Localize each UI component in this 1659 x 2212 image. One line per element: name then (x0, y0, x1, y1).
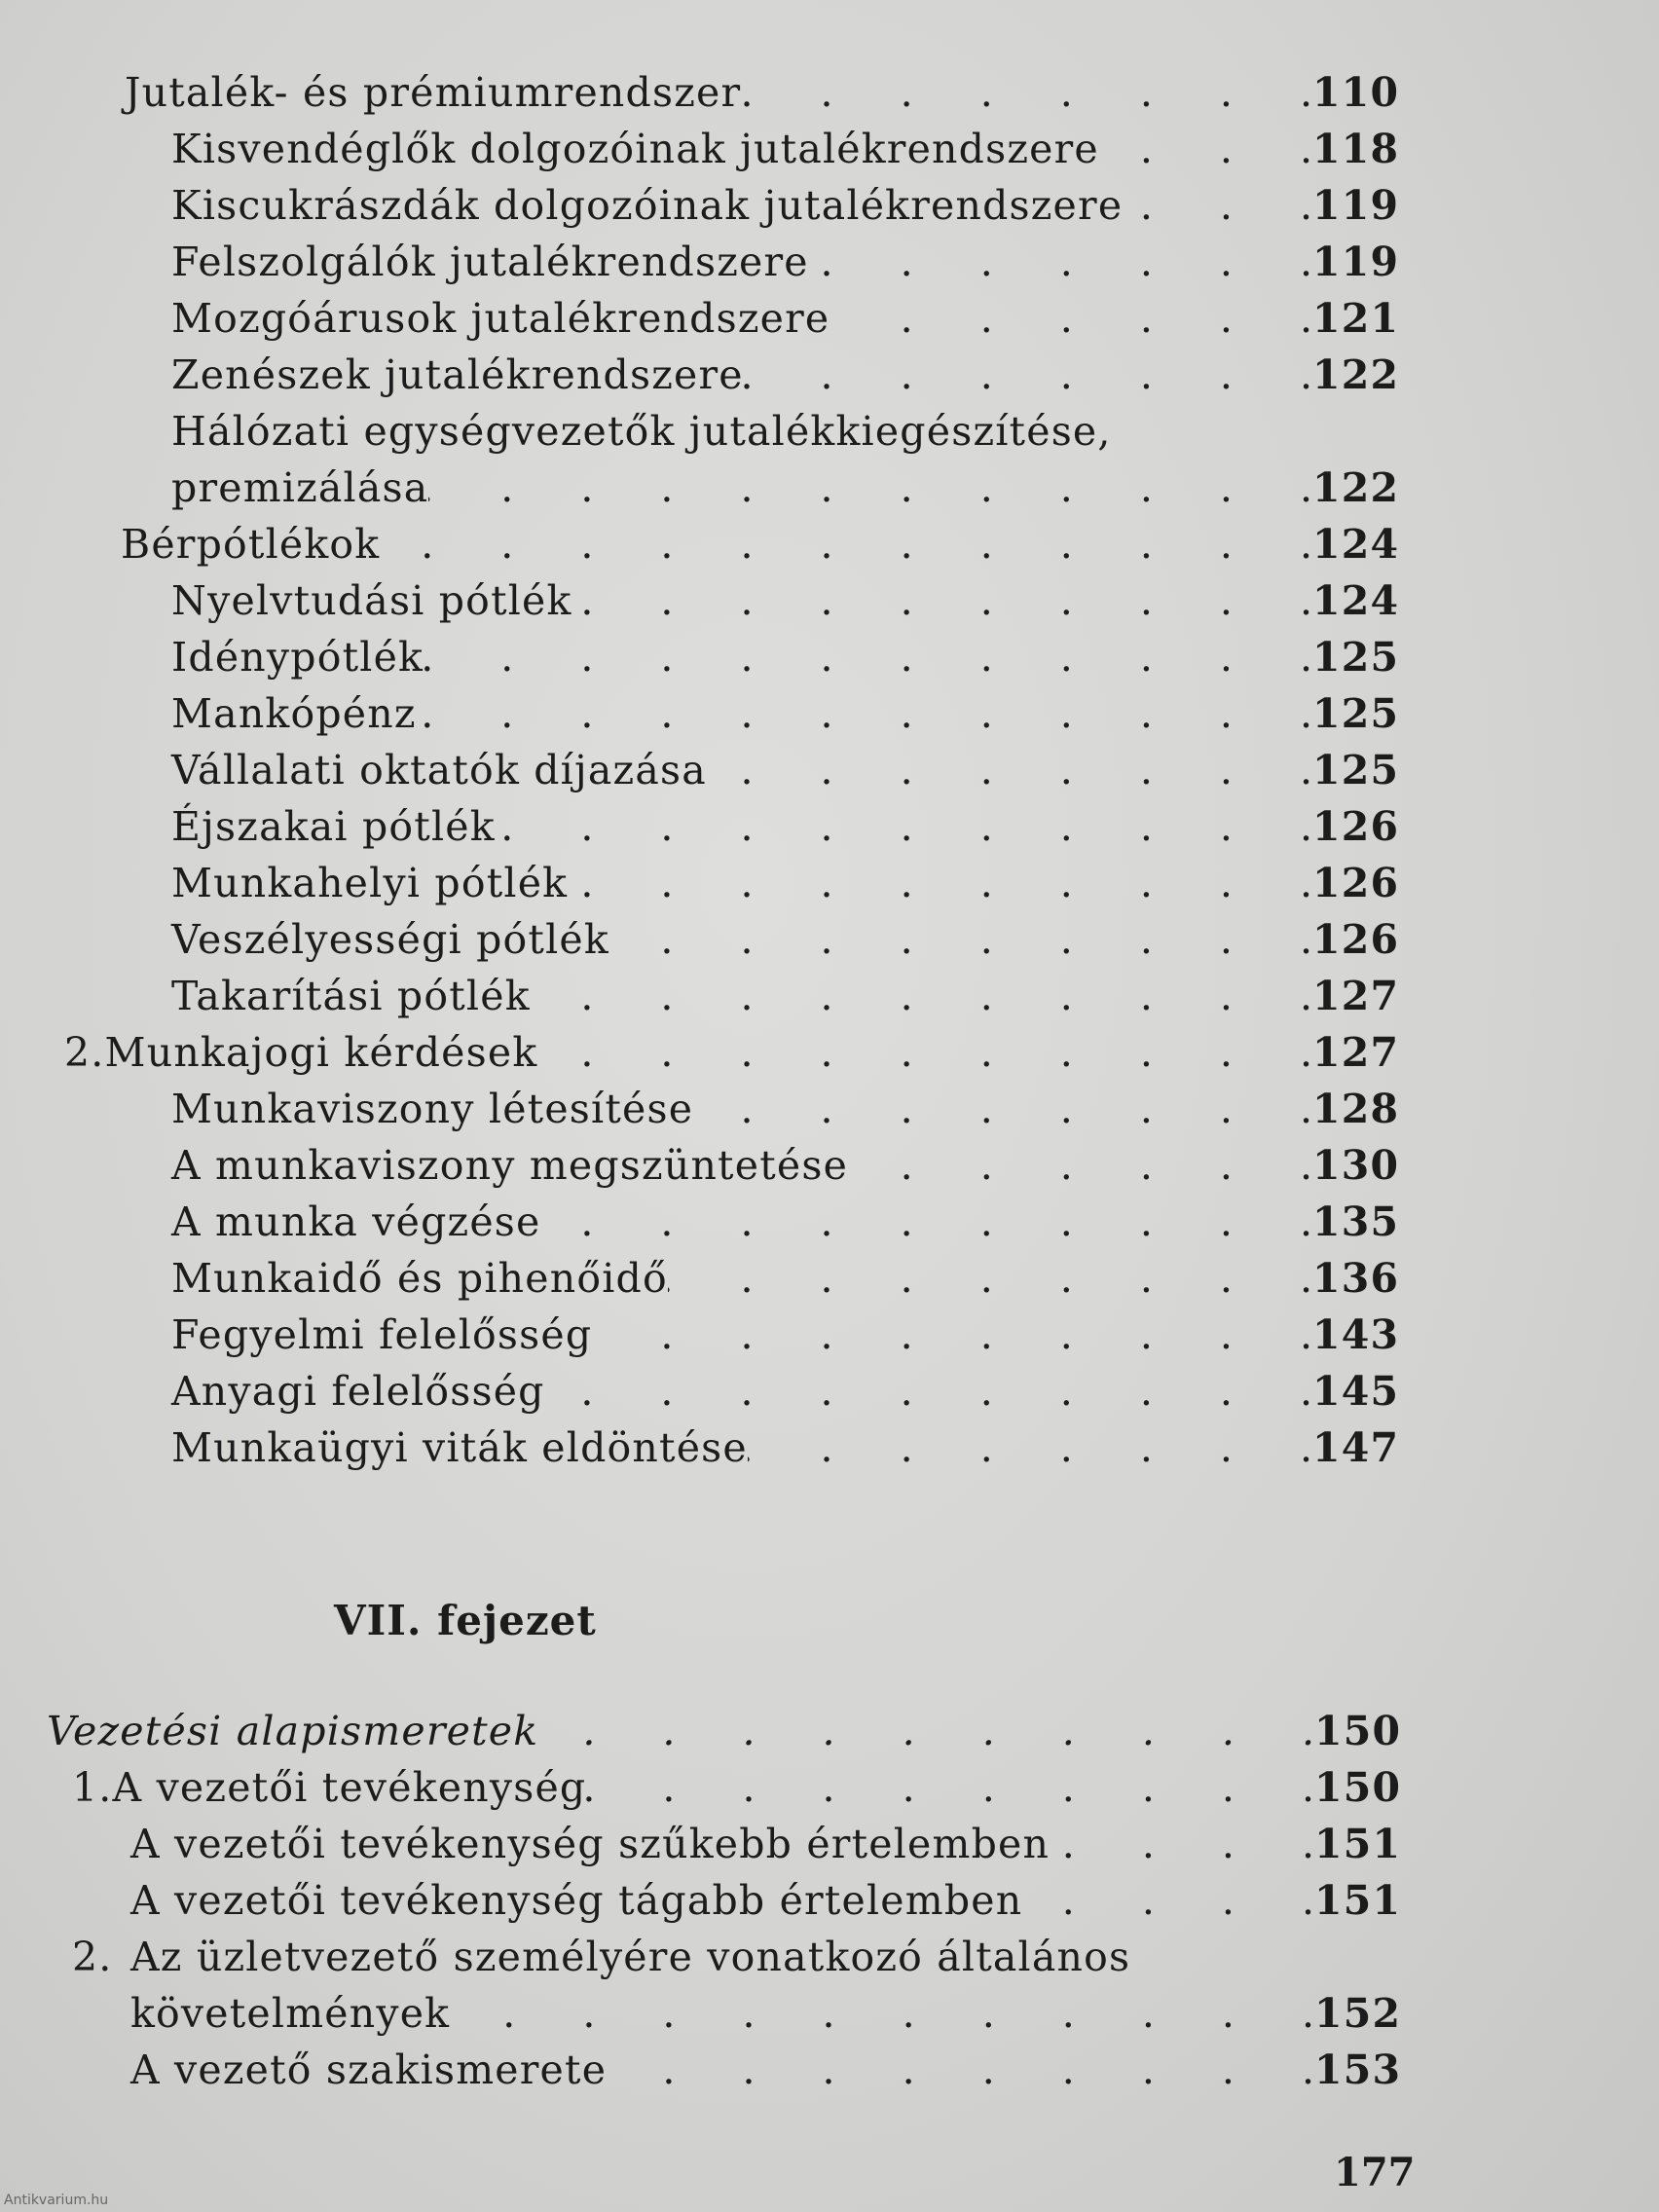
toc-entry (171, 408, 1398, 455)
toc-entry (171, 1086, 1400, 1132)
toc-entry-title: Kiscukrászdák dolgozóinak jutalékrendszere (171, 182, 1124, 229)
toc-entry-title: Idénypótlék (171, 634, 424, 681)
toc-entry-title: Munkajogi kérdések (104, 1029, 538, 1076)
toc-entry-title: A vezetői tevékenység (112, 1764, 587, 1811)
toc-entry-title: A vezetői tevékenység szűkebb értelemben (130, 1821, 1051, 1867)
dot-leader (609, 920, 1312, 960)
dot-leader (748, 1428, 1312, 1468)
toc-entry-page: 119 (1312, 239, 1400, 285)
section-number: 1. (72, 1764, 113, 1811)
toc-entry-page: 125 (1312, 690, 1400, 737)
toc-entry-page: 151 (1314, 1877, 1402, 1924)
toc-entry (171, 860, 1400, 906)
dot-leader (1050, 1825, 1314, 1864)
dot-leader (568, 864, 1312, 903)
toc-entry (171, 295, 1400, 342)
toc-entry-title: A vezetői tevékenység tágabb értelemben (130, 1877, 1023, 1924)
dot-leader (693, 1089, 1312, 1129)
toc-entry (171, 464, 1400, 511)
toc-entry (171, 351, 1400, 398)
toc-entry (171, 1255, 1400, 1302)
toc-entry (130, 2046, 1402, 2093)
toc-entry-title: Anyagi felelősség (171, 1368, 545, 1415)
toc-entry (171, 634, 1400, 681)
toc-entry-page: 153 (1314, 2046, 1402, 2093)
toc-entry-title: Nyelvtudási pótlék (171, 577, 572, 624)
dot-leader (417, 694, 1312, 734)
toc-entry-page: 121 (1312, 295, 1400, 342)
toc-entry-page: 150 (1314, 1764, 1402, 1811)
toc-entry-page: 127 (1312, 1029, 1400, 1076)
toc-entry (171, 690, 1400, 737)
dot-leader (830, 299, 1312, 339)
dot-leader (668, 1259, 1312, 1299)
toc-entry-title: A vezető szakismerete (130, 2046, 608, 2093)
toc-entry (171, 973, 1400, 1019)
dot-leader (380, 525, 1312, 565)
toc-entry-page: 147 (1312, 1424, 1400, 1471)
toc-entry-page: 128 (1312, 1086, 1400, 1132)
toc-entry-title: Mozgóárusok jutalékrendszere (171, 295, 830, 342)
toc-entry-title: követelmények (130, 1990, 451, 2037)
toc-entry-title: A munkaviszony megszüntetése (171, 1142, 849, 1189)
toc-entry-page: 143 (1312, 1311, 1400, 1358)
toc-entry-page: 125 (1312, 634, 1400, 681)
toc-entry (171, 1368, 1400, 1415)
toc-entry (130, 1821, 1402, 1867)
toc-entry-page: 136 (1312, 1255, 1400, 1302)
toc-entry (130, 1877, 1402, 1924)
toc-entry-page: 118 (1312, 126, 1400, 172)
toc-entry-title: Jutalék- és prémiumrendszer (125, 69, 742, 116)
watermark: Antikvarium.hu (4, 2193, 109, 2208)
toc-entry-page: 151 (1314, 1821, 1402, 1867)
toc-entry-title: Felszolgálók jutalékrendszere (171, 239, 809, 285)
toc-entry-title: Fegyelmi felelősség (171, 1311, 593, 1358)
toc-entry (64, 1029, 1400, 1076)
toc-entry-title: Vállalati oktatók díjazása (171, 747, 707, 793)
toc-entry-title: Munkaidő és pihenőidő (171, 1255, 668, 1302)
toc-entry-title: Vezetési alapismeretek (47, 1708, 539, 1754)
dot-leader (545, 1372, 1312, 1412)
toc-entry-page: 152 (1314, 1990, 1402, 2037)
toc-entry-title: Hálózati egységvezetők jutalékkiegészítése, (171, 408, 1112, 455)
toc-entry (125, 69, 1400, 116)
toc-entry-page: 122 (1312, 351, 1400, 398)
toc-entry-title: Munkaviszony létesítése (171, 1086, 694, 1132)
toc-entry (171, 1198, 1400, 1245)
dot-leader (1099, 129, 1312, 169)
toc-entry (171, 803, 1400, 850)
dot-leader (592, 1315, 1312, 1355)
toc-entry (171, 747, 1400, 793)
toc-entry (121, 521, 1400, 568)
dot-leader (707, 751, 1312, 791)
toc-entry-title: Kisvendéglők dolgozóinak jutalékrendszere (171, 126, 1099, 172)
dot-leader (607, 2050, 1314, 2090)
dot-leader (572, 581, 1312, 621)
toc-entry-title: A munka végzése (171, 1198, 541, 1245)
toc-entry-title: Bérpótlékok (121, 521, 381, 568)
toc-entry (130, 1990, 1402, 2037)
toc-entry-page: 145 (1312, 1368, 1400, 1415)
toc-entry-page: 125 (1312, 747, 1400, 793)
dot-leader (809, 242, 1312, 282)
toc-entry (171, 1424, 1400, 1471)
dot-leader (537, 1033, 1312, 1073)
toc-entry-page: 126 (1312, 803, 1400, 850)
toc-entry (171, 1142, 1400, 1189)
toc-entry-title: Az üzletvezető személyére vonatkozó általános (130, 1934, 1131, 1980)
toc-entry (72, 1764, 1402, 1811)
dot-leader (428, 468, 1312, 508)
toc-entry-title: Takarítási pótlék (171, 973, 531, 1019)
toc-entry-page: 126 (1312, 916, 1400, 963)
toc-entry-page: 127 (1312, 973, 1400, 1019)
toc-entry-page: 124 (1312, 521, 1400, 568)
toc-entry-page: 135 (1312, 1198, 1400, 1245)
toc-entry-title: premizálása (171, 464, 429, 511)
dot-leader (586, 1768, 1314, 1808)
section-number: 2. (64, 1029, 105, 1076)
toc-entry-page: 124 (1312, 577, 1400, 624)
toc-entry (171, 126, 1400, 172)
toc-entry-page: 110 (1312, 69, 1400, 116)
toc-entry-page: 126 (1312, 860, 1400, 906)
section-number: 2. (72, 1934, 113, 1980)
toc-entry (171, 239, 1400, 285)
dot-leader (1123, 186, 1312, 226)
dot-leader (496, 807, 1312, 847)
toc-entry (171, 182, 1400, 229)
toc-entry (47, 1708, 1402, 1754)
toc-entry-title: Munkaügyi viták eldöntése (171, 1424, 748, 1471)
dot-leader (848, 1146, 1312, 1186)
toc-entry-title: Veszélyességi pótlék (171, 916, 609, 963)
toc-entry (171, 1311, 1400, 1358)
dot-leader (531, 977, 1312, 1016)
toc-entry-title: Éjszakai pótlék (171, 803, 496, 850)
dot-leader (1022, 1881, 1314, 1921)
chapter-heading: VII. fejezet (334, 1597, 597, 1644)
toc-entry-title: Zenészek jutalékrendszere (171, 351, 744, 398)
page-number: 177 (1334, 2150, 1416, 2195)
dot-leader (741, 73, 1312, 113)
toc-entry-page: 119 (1312, 182, 1400, 229)
dot-leader (424, 638, 1312, 678)
dot-leader (538, 1712, 1314, 1751)
dot-leader (744, 355, 1312, 395)
toc-entry-page: 122 (1312, 464, 1400, 511)
toc-entry-page: 130 (1312, 1142, 1400, 1189)
toc-entry (171, 577, 1400, 624)
toc-entry-title: Munkahelyi pótlék (171, 860, 569, 906)
toc-entry (72, 1934, 1400, 1980)
toc-entry-page: 150 (1314, 1708, 1402, 1754)
toc-entry (171, 916, 1400, 963)
dot-leader (450, 1994, 1314, 2034)
dot-leader (541, 1202, 1313, 1242)
toc-entry-title: Mankópénz (171, 690, 417, 737)
